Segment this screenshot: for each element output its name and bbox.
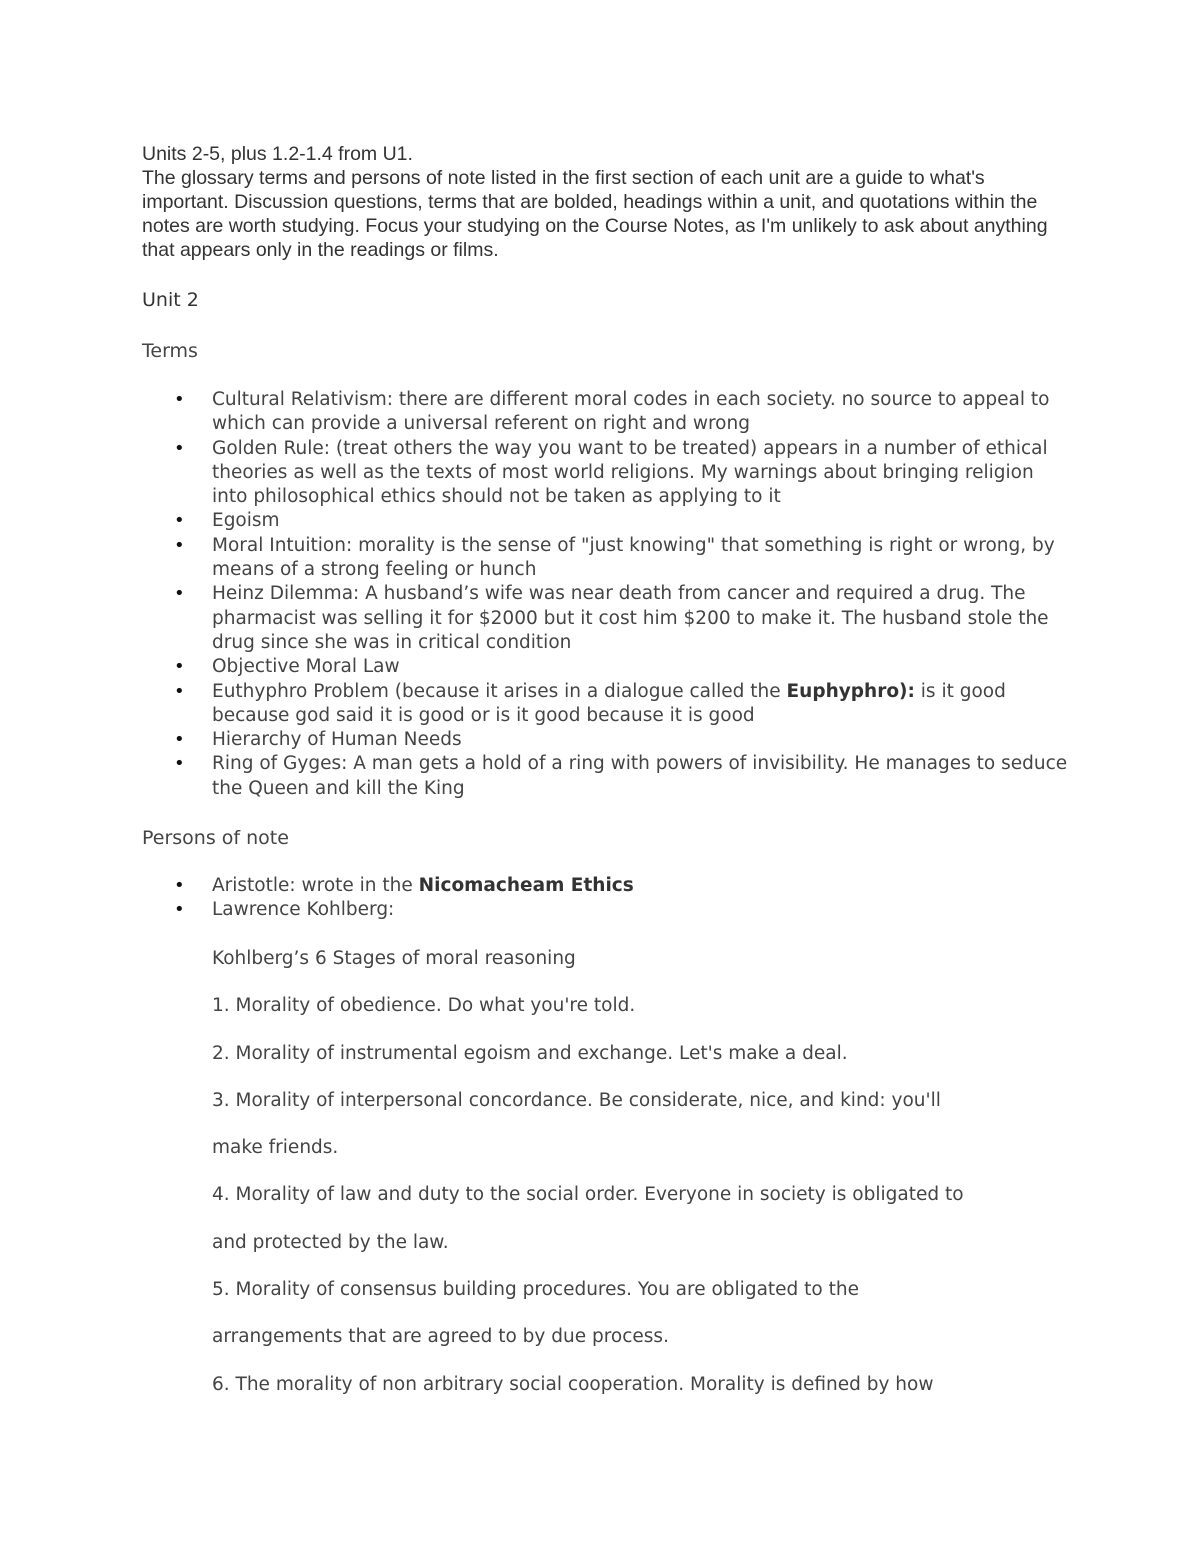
person-text-prefix: Aristotle: wrote in the	[212, 875, 419, 896]
bullet-icon: •	[174, 583, 185, 605]
bullet-icon: •	[174, 510, 185, 532]
kohlberg-line: 3. Morality of interpersonal concordance. Be considerate, nice, and kind: you'll	[212, 1089, 941, 1111]
term-text-suffix: is it good because god said it is good or is it good because it is good	[212, 680, 1006, 726]
list-item	[0, 655, 1072, 679]
bullet-icon: •	[174, 534, 185, 556]
kohlberg-line: 6. The morality of non arbitrary social cooperation. Morality is defined by how	[212, 1373, 934, 1395]
kohlberg-line: 2. Morality of instrumental egoism and exchange. Let's make a deal.	[212, 1042, 848, 1064]
list-item	[0, 874, 1072, 898]
list-item	[0, 728, 1072, 752]
term-text: Golden Rule: (treat others the way you want to be treated) appears in a number of ethical theories as well as the texts of most world religions. My warnings about bringing religion into philosophical ethics should not be taken as applying to it	[212, 437, 1048, 508]
kohlberg-line: and protected by the law.	[212, 1231, 449, 1253]
bullet-icon: •	[174, 656, 185, 678]
list-item	[0, 582, 1072, 655]
kohlberg-title: Kohlberg’s 6 Stages of moral reasoning	[212, 948, 576, 969]
list-item	[0, 752, 1072, 801]
intro-scope-line: Units 2-5, plus 1.2-1.4 from U1.	[142, 143, 413, 165]
kohlberg-line: make friends.	[212, 1137, 339, 1159]
bullet-icon: •	[174, 875, 185, 896]
kohlberg-line: arrangements that are agreed to by due process.	[212, 1326, 669, 1348]
list-item	[0, 680, 1072, 729]
intro-paragraph: The glossary terms and persons of note listed in the first section of each unit are a guide to what's important. Discussion questions, terms that are bolded, headings within a unit, and quotations within the notes are worth studying. Focus your studying on the Course Notes, as I'm unlikely to ask about anything that appears only in the readings or films.	[142, 167, 1048, 261]
kohlberg-line: 4. Morality of law and duty to the social order. Everyone in society is obligated to	[212, 1184, 964, 1206]
persons-list	[0, 874, 1200, 923]
bullet-icon: •	[174, 729, 185, 751]
term-text: Cultural Relativism: there are different moral codes in each society. no source to appeal to which can provide a universal referent on right and wrong	[212, 389, 1050, 435]
bullet-icon: •	[174, 753, 185, 775]
persons-heading: Persons of note	[142, 827, 289, 849]
bullet-icon: •	[174, 899, 185, 921]
person-bold-title: Nicomacheam Ethics	[418, 875, 634, 896]
terms-heading: Terms	[142, 340, 198, 362]
terms-list	[0, 388, 1200, 801]
bullet-icon: •	[174, 437, 185, 459]
intro-block	[142, 142, 1072, 262]
term-text: Moral Intuition: morality is the sense of "just knowing" that something is right or wrong, by means of a strong feeling or hunch	[212, 534, 1055, 581]
list-item	[0, 388, 1072, 437]
kohlberg-line: 1. Morality of obedience. Do what you're told.	[212, 995, 636, 1017]
term-text: Hierarchy of Human Needs	[212, 729, 462, 751]
kohlberg-stages	[212, 947, 1092, 1420]
list-item	[0, 534, 1072, 583]
bullet-icon: •	[174, 680, 185, 702]
bullet-icon: •	[174, 389, 185, 410]
term-bold-title: Euphyphro):	[786, 680, 915, 702]
list-item	[0, 437, 1072, 510]
list-item	[0, 509, 1072, 533]
term-text: Ring of Gyges: A man gets a hold of a ring with powers of invisibility. He manages to seduce the Queen and kill the King	[212, 753, 1068, 799]
kohlberg-line: 5. Morality of consensus building procedures. You are obligated to the	[212, 1279, 859, 1301]
list-item	[0, 898, 1072, 922]
person-text: Lawrence Kohlberg:	[212, 899, 395, 921]
term-text-prefix: Euthyphro Problem (because it arises in a dialogue called the	[212, 680, 787, 702]
unit-heading: Unit 2	[142, 289, 199, 311]
term-text: Egoism	[212, 510, 280, 532]
term-text: Heinz Dilemma: A husband’s wife was near death from cancer and required a drug. The pharmacist was selling it for $2000 but it cost him $200 to make it. The husband stole the drug since she was in critical condition	[212, 583, 1049, 653]
term-text: Objective Moral Law	[212, 656, 400, 678]
